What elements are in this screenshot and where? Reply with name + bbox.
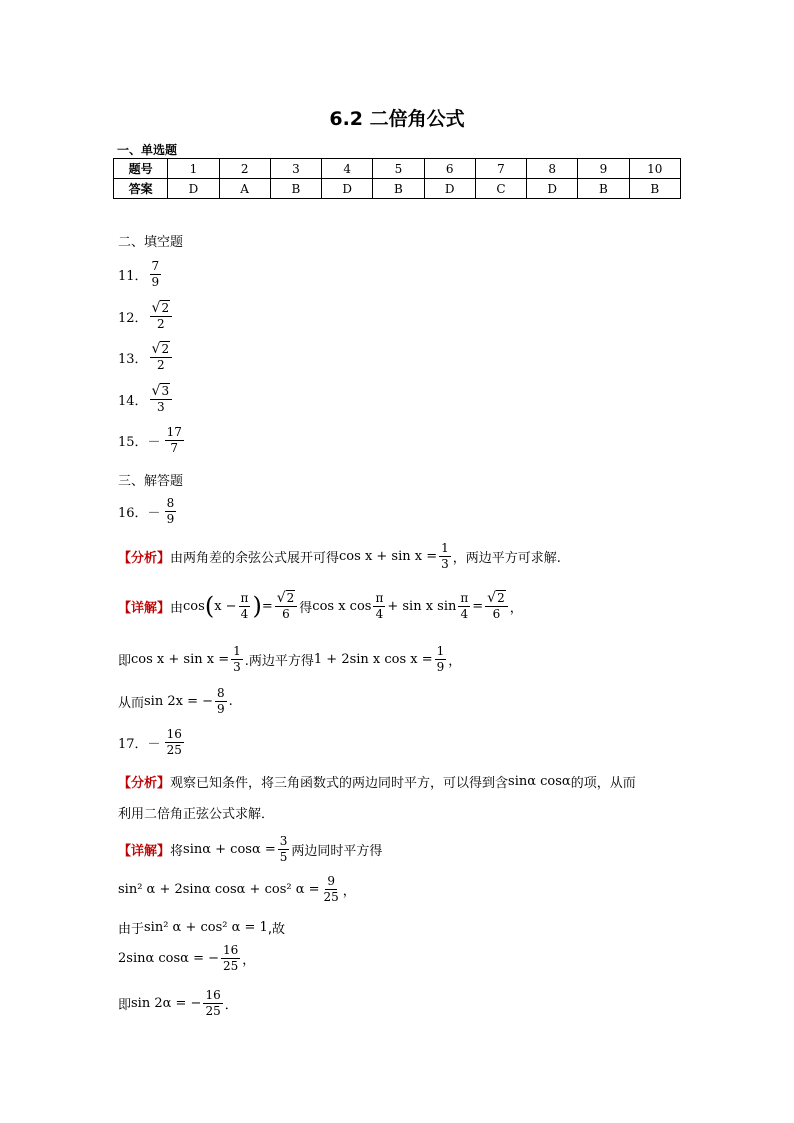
- punctuation: .: [228, 694, 233, 709]
- fraction: $\frac{1}{3}$: [233, 644, 241, 674]
- detail-text: 由: [170, 600, 184, 616]
- table-cell: 5: [373, 159, 424, 179]
- section-solutions: 三、解答题: [118, 474, 184, 489]
- math-expression: sin 2α = −: [131, 996, 202, 1011]
- sqrt-symbol: √ 2: [151, 300, 170, 316]
- table-cell: 1: [168, 159, 219, 179]
- math-expression: cos x + sin x =: [339, 549, 438, 564]
- q17-detail: [118, 834, 382, 865]
- answer-q13: [118, 341, 174, 373]
- table-cell: D: [168, 179, 219, 199]
- question-label: 17．: [118, 737, 148, 752]
- question-label: 14．: [118, 393, 148, 409]
- detail-text: 即: [118, 998, 132, 1013]
- fraction: √ 3 3: [150, 383, 173, 415]
- table-cell: B: [578, 179, 629, 199]
- math-expression: sin² α + cos² α = 1: [144, 920, 268, 935]
- fraction: $\frac{3}{5}$: [279, 834, 288, 864]
- question-label: 13．: [118, 351, 148, 367]
- detail-tag: 【详解】: [118, 600, 171, 616]
- table-cell: B: [270, 179, 321, 199]
- table-cell: 4: [322, 159, 373, 179]
- detail-text: 由于: [118, 922, 145, 937]
- math-expression: cos x cos: [312, 598, 372, 614]
- analysis-tag: 【分析】: [118, 776, 171, 791]
- punctuation: ，: [509, 600, 523, 616]
- paren-open: (: [204, 592, 215, 620]
- answer-q15: [118, 425, 186, 456]
- fraction: √ 2 6: [485, 590, 508, 622]
- minus-sign: －: [147, 435, 161, 450]
- q17-line2: [118, 874, 356, 905]
- math-expression: cos: [183, 598, 205, 614]
- table-row-numbers: [114, 159, 681, 179]
- table-cell: B: [629, 179, 680, 199]
- analysis-text: 的项，从而: [570, 776, 636, 791]
- q16-line2: [118, 644, 461, 675]
- fraction: $\frac{17}{7}$: [166, 425, 182, 455]
- fraction: $\frac{\pi}{4}$: [240, 590, 249, 621]
- detail-text: 将: [170, 844, 184, 859]
- detail-tag: 【详解】: [118, 844, 171, 859]
- fraction: √ 2 2: [150, 300, 173, 332]
- detail-text: ,故: [267, 922, 285, 937]
- table-cell: 9: [578, 159, 629, 179]
- fraction: $\frac{1}{9}$: [436, 644, 445, 674]
- math-expression: sinα cosα: [508, 774, 571, 789]
- answer-table: [113, 158, 681, 199]
- analysis-text: 观察已知条件，将三角函数式的两边同时平方，可以得到含: [170, 776, 509, 791]
- fraction: √ 2 2: [150, 341, 173, 373]
- table-header-answer: 答案: [114, 179, 168, 199]
- fraction: $\frac{8}{9}$: [217, 686, 225, 716]
- answer-q17: [118, 727, 186, 758]
- sqrt-symbol: √ 2: [276, 590, 295, 606]
- answer-q12: [118, 300, 174, 332]
- q17-line3: [118, 918, 285, 937]
- table-cell: 8: [527, 159, 578, 179]
- sqrt-symbol: √ 2: [487, 590, 505, 606]
- fraction: $\frac{16}{25}$: [205, 988, 221, 1018]
- minus-sign: －: [147, 737, 161, 752]
- q16-analysis: [118, 541, 561, 572]
- table-cell: 3: [270, 159, 321, 179]
- table-row-answers: [114, 179, 681, 199]
- fraction: $\frac{\pi}{4}$: [460, 590, 469, 621]
- equals-sign: =: [472, 598, 484, 614]
- math-expression: 1 + 2sin x cos x =: [313, 652, 433, 667]
- q17-line4: [118, 943, 255, 974]
- fraction: $\frac{9}{25}$: [323, 874, 339, 904]
- question-label: 12．: [118, 310, 148, 326]
- minus-sign: －: [147, 506, 161, 521]
- analysis-text: 由两角差的余弦公式展开可得: [170, 551, 340, 566]
- math-expression: x −: [214, 598, 237, 614]
- answer-q11: [118, 259, 163, 290]
- table-header-number: 题号: [114, 159, 168, 179]
- equals-sign: =: [261, 598, 273, 614]
- table-cell: 7: [475, 159, 526, 179]
- table-cell: B: [373, 179, 424, 199]
- math-expression: 2sinα cosα = −: [118, 951, 219, 966]
- analysis-text: ，两边平方可求解.: [452, 551, 561, 566]
- math-expression: + sin x sin: [387, 598, 457, 614]
- fraction: $\frac{8}{9}$: [166, 496, 175, 526]
- table-cell: D: [424, 179, 475, 199]
- sqrt-symbol: √ 2: [151, 341, 170, 357]
- page-title: 6.2 二倍角公式: [329, 108, 465, 130]
- fraction: $\frac{16}{25}$: [166, 727, 182, 757]
- fraction: $\frac{7}{9}$: [151, 259, 160, 289]
- punctuation: ，: [342, 884, 356, 899]
- answer-q14: [118, 383, 174, 415]
- question-label: 15．: [118, 435, 148, 450]
- analysis-tag: 【分析】: [118, 551, 171, 566]
- answer-q16: [118, 496, 178, 527]
- table-cell: C: [475, 179, 526, 199]
- table-cell: 6: [424, 159, 475, 179]
- math-expression: sin² α + 2sinα cosα + cos² α =: [118, 882, 320, 897]
- detail-text: 即: [118, 654, 132, 669]
- table-cell: A: [219, 179, 270, 199]
- q17-analysis-cont: 利用二倍角正弦公式求解．: [118, 807, 275, 822]
- detail-text: 两边同时平方得: [291, 844, 383, 859]
- math-expression: cos x + sin x =: [131, 652, 230, 667]
- table-cell: 10: [629, 159, 680, 179]
- table-cell: D: [527, 179, 578, 199]
- fraction: $\frac{16}{25}$: [223, 943, 239, 973]
- table-cell: D: [322, 179, 373, 199]
- detail-text: 从而: [118, 696, 145, 711]
- q17-analysis: [118, 772, 636, 791]
- punctuation: ，: [448, 654, 462, 669]
- q16-line3: [118, 686, 233, 717]
- fraction: √ 2 6: [275, 590, 298, 622]
- section-single-choice: 一、单选题: [117, 143, 178, 157]
- sqrt-symbol: √ 3: [151, 383, 170, 399]
- question-label: 16．: [118, 506, 148, 521]
- q17-line5: [118, 988, 238, 1019]
- fraction: $\frac{\pi}{4}$: [375, 590, 384, 621]
- detail-text: .两边平方得: [244, 654, 314, 669]
- fraction: $\frac{1}{3}$: [441, 541, 449, 571]
- punctuation: ，: [242, 953, 256, 968]
- section-fill-blank: 二、填空题: [118, 235, 184, 250]
- math-expression: sinα + cosα =: [183, 842, 276, 857]
- paren-close: ): [252, 592, 262, 620]
- punctuation: ．: [224, 998, 238, 1013]
- detail-text: 得: [299, 600, 313, 616]
- question-label: 11．: [118, 269, 148, 284]
- table-cell: 2: [219, 159, 270, 179]
- q16-detail: [118, 590, 523, 622]
- math-expression: sin 2x = −: [144, 694, 214, 709]
